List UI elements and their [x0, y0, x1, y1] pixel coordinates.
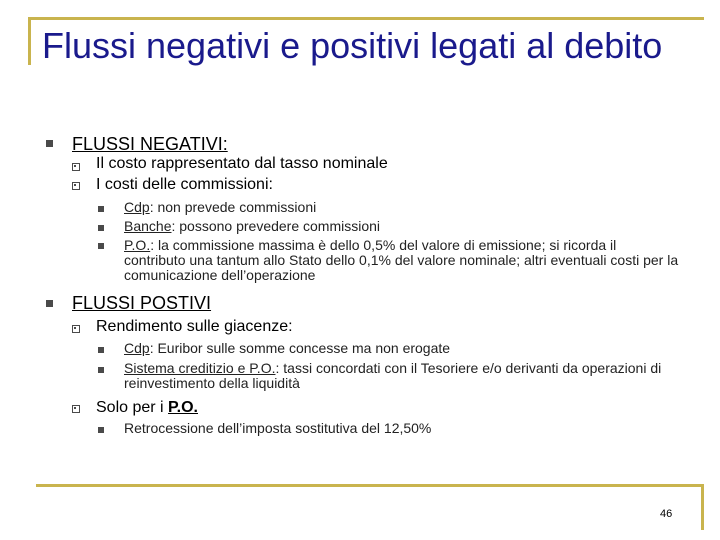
item-term: P.O. — [168, 399, 198, 416]
list-item: Il costo rappresentato dal tasso nominale — [96, 155, 388, 172]
top-rule — [28, 17, 704, 20]
section-heading-negativi: FLUSSI NEGATIVI: — [72, 134, 228, 154]
list-item: I costi delle commissioni: — [96, 176, 273, 193]
sub-list-item — [124, 238, 680, 283]
page-title: Flussi negativi e positivi legati al debito — [42, 25, 663, 66]
hollow-bullet-icon — [72, 182, 80, 190]
page-number: 46 — [660, 508, 673, 520]
bullet-icon — [98, 347, 104, 353]
item-text: : non prevede commissioni — [149, 199, 317, 215]
item-text: Retrocessione dell’imposta sostitutiva del 12,50% — [124, 420, 432, 436]
item-text: : tassi concordati con il Tesoriere e/o derivanti da operazioni di reinvestimento della liquidità — [124, 360, 662, 391]
sub-list-item — [124, 361, 680, 391]
item-term: P.O. — [124, 237, 151, 253]
section-heading-positivi: FLUSSI POSTIVI — [72, 293, 212, 313]
item-term: Cdp — [124, 340, 150, 356]
sub-list-item — [124, 200, 684, 215]
bullet-icon — [98, 243, 104, 249]
bottom-rule — [36, 484, 704, 487]
item-text: : la commissione massima è dello 0,5% del valore di emissione; si ricorda il contributo una tantum allo Stato dello 0,1% del valore nominale; altri eventuali costi per la comunicazione dell’operazione — [124, 237, 679, 283]
hollow-bullet-icon — [72, 325, 80, 333]
left-rule — [28, 17, 31, 65]
list-item: Rendimento sulle giacenze: — [96, 318, 293, 335]
bullet-icon — [98, 206, 104, 212]
bullet-icon — [46, 140, 53, 147]
item-term: Banche — [124, 218, 172, 234]
bullet-icon — [98, 427, 104, 433]
sub-list-item — [124, 341, 684, 356]
bullet-icon — [98, 367, 104, 373]
hollow-bullet-icon — [72, 405, 80, 413]
item-text: : possono prevedere commissioni — [171, 218, 381, 234]
bullet-icon — [98, 225, 104, 231]
bullet-icon — [46, 300, 53, 307]
item-text: : Euribor sulle somme concesse ma non erogate — [149, 340, 451, 356]
right-rule — [701, 484, 704, 530]
sub-list-item — [124, 421, 684, 436]
item-term: Sistema creditizio e P.O. — [124, 360, 276, 376]
item-text: Solo per i — [96, 399, 169, 416]
sub-list-item — [124, 219, 684, 234]
hollow-bullet-icon — [72, 163, 80, 171]
list-item — [96, 398, 198, 418]
item-term: Cdp — [124, 199, 150, 215]
